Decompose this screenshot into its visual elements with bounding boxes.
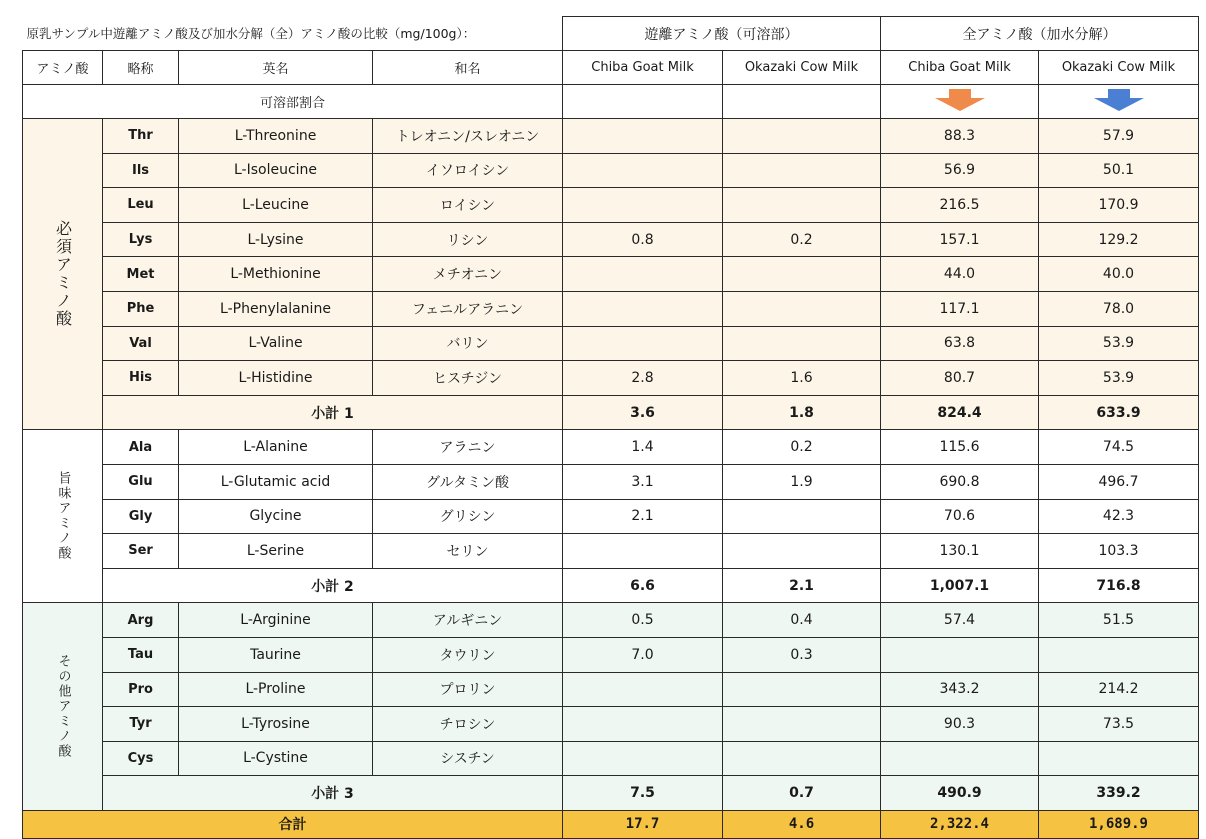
- abbr-cell: Ser: [103, 534, 179, 569]
- total-cow-value: 57.9: [1039, 119, 1199, 154]
- english-name-cell: Taurine: [179, 637, 373, 672]
- free-cow-value: [723, 291, 881, 326]
- col-total-cow: Okazaki Cow Milk: [1039, 51, 1199, 85]
- soluble-ratio-row: [23, 85, 1199, 119]
- total-goat-value: 56.9: [881, 153, 1039, 188]
- japanese-name-cell: プロリン: [373, 672, 563, 707]
- english-name-cell: Glycine: [179, 499, 373, 534]
- soluble-ratio-free-goat: [563, 85, 723, 119]
- table-row: [23, 672, 1199, 707]
- free-cow-value: 1.9: [723, 464, 881, 499]
- japanese-name-cell: トレオニン/スレオニン: [373, 119, 563, 154]
- japanese-name-cell: リシン: [373, 222, 563, 257]
- total-cow-value: 53.9: [1039, 361, 1199, 396]
- total-goat-value: 117.1: [881, 291, 1039, 326]
- abbr-cell: Tau: [103, 637, 179, 672]
- japanese-name-cell: アラニン: [373, 430, 563, 465]
- free-goat-value: [563, 707, 723, 742]
- table-title: 原乳サンプル中遊離アミノ酸及び加水分解（全）アミノ酸の比較（mg/100g）：: [23, 17, 563, 51]
- free-goat-value: 7.0: [563, 637, 723, 672]
- subtotal-free-goat: 3.6: [563, 395, 723, 430]
- english-name-cell: L-Leucine: [179, 188, 373, 223]
- free-cow-value: 0.2: [723, 430, 881, 465]
- free-goat-value: [563, 153, 723, 188]
- subtotal-free-goat: 7.5: [563, 776, 723, 811]
- table-row: [23, 637, 1199, 672]
- grand-total-free-goat: 17.7: [563, 810, 723, 838]
- grand-total-row: [23, 810, 1199, 838]
- total-goat-value: 44.0: [881, 257, 1039, 292]
- subtotal-label: 小計 1: [103, 395, 563, 430]
- free-cow-value: [723, 153, 881, 188]
- grand-total-total-cow: 1,689.9: [1039, 810, 1199, 838]
- group-label-text: 旨味アミノ酸: [55, 471, 71, 562]
- soluble-ratio-label: 可溶部割合: [23, 85, 563, 119]
- total-goat-value: 157.1: [881, 222, 1039, 257]
- total-goat-value: 70.6: [881, 499, 1039, 534]
- total-goat-value: 690.8: [881, 464, 1039, 499]
- col-free-goat: Chiba Goat Milk: [563, 51, 723, 85]
- table-row: [23, 153, 1199, 188]
- free-goat-value: [563, 188, 723, 223]
- col-japanese: 和名: [373, 51, 563, 85]
- free-cow-value: [723, 499, 881, 534]
- english-name-cell: L-Cystine: [179, 741, 373, 776]
- abbr-cell: Leu: [103, 188, 179, 223]
- free-cow-value: [723, 119, 881, 154]
- total-cow-value: 50.1: [1039, 153, 1199, 188]
- table-row: [23, 430, 1199, 465]
- free-goat-value: [563, 257, 723, 292]
- total-cow-value: 496.7: [1039, 464, 1199, 499]
- col-english: 英名: [179, 51, 373, 85]
- english-name-cell: L-Alanine: [179, 430, 373, 465]
- total-cow-value: 214.2: [1039, 672, 1199, 707]
- subtotal-free-cow: 0.7: [723, 776, 881, 811]
- free-goat-value: [563, 119, 723, 154]
- free-cow-value: 0.4: [723, 603, 881, 638]
- total-cow-value: 73.5: [1039, 707, 1199, 742]
- total-goat-value: 88.3: [881, 119, 1039, 154]
- total-cow-value: 42.3: [1039, 499, 1199, 534]
- abbr-cell: Gly: [103, 499, 179, 534]
- total-amino-header: 全アミノ酸（加水分解）: [881, 17, 1199, 51]
- japanese-name-cell: ロイシン: [373, 188, 563, 223]
- total-cow-value: 51.5: [1039, 603, 1199, 638]
- subtotal-total-cow: 339.2: [1039, 776, 1199, 811]
- table-row: [23, 188, 1199, 223]
- abbr-cell: Thr: [103, 119, 179, 154]
- subtotal-row: [23, 568, 1199, 603]
- japanese-name-cell: メチオニン: [373, 257, 563, 292]
- col-abbr: 略称: [103, 51, 179, 85]
- total-cow-value: [1039, 637, 1199, 672]
- free-cow-value: 0.2: [723, 222, 881, 257]
- total-goat-value: 343.2: [881, 672, 1039, 707]
- total-cow-value: 74.5: [1039, 430, 1199, 465]
- group-label: [23, 119, 103, 430]
- japanese-name-cell: チロシン: [373, 707, 563, 742]
- subtotal-total-cow: 633.9: [1039, 395, 1199, 430]
- group-label: [23, 430, 103, 603]
- japanese-name-cell: ヒスチジン: [373, 361, 563, 396]
- grand-total-label: 合計: [23, 810, 563, 838]
- subtotal-row: [23, 776, 1199, 811]
- total-goat-value: 216.5: [881, 188, 1039, 223]
- free-goat-value: 0.5: [563, 603, 723, 638]
- abbr-cell: Cys: [103, 741, 179, 776]
- table-row: [23, 291, 1199, 326]
- abbr-cell: His: [103, 361, 179, 396]
- free-goat-value: [563, 672, 723, 707]
- english-name-cell: L-Lysine: [179, 222, 373, 257]
- total-cow-value: 53.9: [1039, 326, 1199, 361]
- abbr-cell: Tyr: [103, 707, 179, 742]
- subtotal-label: 小計 2: [103, 568, 563, 603]
- table-row: [23, 741, 1199, 776]
- total-cow-value: 78.0: [1039, 291, 1199, 326]
- title-row: [23, 17, 1199, 51]
- group-label-text: 必須アミノ酸: [53, 220, 73, 329]
- free-goat-value: 0.8: [563, 222, 723, 257]
- abbr-cell: Ils: [103, 153, 179, 188]
- total-goat-value: 80.7: [881, 361, 1039, 396]
- english-name-cell: L-Arginine: [179, 603, 373, 638]
- total-goat-value: [881, 741, 1039, 776]
- subtotal-free-goat: 6.6: [563, 568, 723, 603]
- abbr-cell: Glu: [103, 464, 179, 499]
- japanese-name-cell: タウリン: [373, 637, 563, 672]
- grand-total-total-goat: 2,322.4: [881, 810, 1039, 838]
- free-cow-value: [723, 672, 881, 707]
- total-cow-value: [1039, 741, 1199, 776]
- total-cow-value: 103.3: [1039, 534, 1199, 569]
- table-row: [23, 603, 1199, 638]
- down-arrow-icon: [1094, 89, 1144, 111]
- free-goat-value: [563, 291, 723, 326]
- group-label-text: その他アミノ酸: [55, 654, 71, 760]
- abbr-cell: Phe: [103, 291, 179, 326]
- japanese-name-cell: グルタミン酸: [373, 464, 563, 499]
- abbr-cell: Met: [103, 257, 179, 292]
- table-row: [23, 361, 1199, 396]
- english-name-cell: L-Proline: [179, 672, 373, 707]
- total-cow-value: 40.0: [1039, 257, 1199, 292]
- free-goat-value: [563, 326, 723, 361]
- abbr-cell: Val: [103, 326, 179, 361]
- abbr-cell: Pro: [103, 672, 179, 707]
- subtotal-total-cow: 716.8: [1039, 568, 1199, 603]
- english-name-cell: L-Histidine: [179, 361, 373, 396]
- subtotal-total-goat: 1,007.1: [881, 568, 1039, 603]
- english-name-cell: L-Tyrosine: [179, 707, 373, 742]
- cow-arrow-cell: [1039, 85, 1199, 119]
- total-goat-value: 90.3: [881, 707, 1039, 742]
- column-header-row: [23, 51, 1199, 85]
- english-name-cell: L-Serine: [179, 534, 373, 569]
- free-cow-value: [723, 188, 881, 223]
- subtotal-free-cow: 1.8: [723, 395, 881, 430]
- table-row: [23, 707, 1199, 742]
- free-cow-value: [723, 534, 881, 569]
- free-goat-value: [563, 741, 723, 776]
- free-cow-value: [723, 257, 881, 292]
- col-free-cow: Okazaki Cow Milk: [723, 51, 881, 85]
- free-goat-value: 2.8: [563, 361, 723, 396]
- total-goat-value: 57.4: [881, 603, 1039, 638]
- free-goat-value: 1.4: [563, 430, 723, 465]
- free-goat-value: 2.1: [563, 499, 723, 534]
- col-amino: アミノ酸: [23, 51, 103, 85]
- japanese-name-cell: セリン: [373, 534, 563, 569]
- subtotal-label: 小計 3: [103, 776, 563, 811]
- japanese-name-cell: イソロイシン: [373, 153, 563, 188]
- subtotal-free-cow: 2.1: [723, 568, 881, 603]
- total-goat-value: 63.8: [881, 326, 1039, 361]
- free-cow-value: [723, 326, 881, 361]
- english-name-cell: L-Threonine: [179, 119, 373, 154]
- group-label: [23, 603, 103, 811]
- total-goat-value: 115.6: [881, 430, 1039, 465]
- free-amino-header: 遊離アミノ酸（可溶部）: [563, 17, 881, 51]
- subtotal-total-goat: 824.4: [881, 395, 1039, 430]
- total-goat-value: 130.1: [881, 534, 1039, 569]
- table-row: [23, 119, 1199, 154]
- abbr-cell: Arg: [103, 603, 179, 638]
- amino-acid-table: [22, 16, 1199, 839]
- col-total-goat: Chiba Goat Milk: [881, 51, 1039, 85]
- soluble-ratio-free-cow: [723, 85, 881, 119]
- subtotal-row: [23, 395, 1199, 430]
- japanese-name-cell: シスチン: [373, 741, 563, 776]
- english-name-cell: L-Phenylalanine: [179, 291, 373, 326]
- abbr-cell: Ala: [103, 430, 179, 465]
- table-row: [23, 222, 1199, 257]
- abbr-cell: Lys: [103, 222, 179, 257]
- total-cow-value: 129.2: [1039, 222, 1199, 257]
- free-cow-value: [723, 707, 881, 742]
- free-goat-value: 3.1: [563, 464, 723, 499]
- free-cow-value: 0.3: [723, 637, 881, 672]
- table-row: [23, 499, 1199, 534]
- down-arrow-icon: [935, 89, 985, 111]
- total-goat-value: [881, 637, 1039, 672]
- free-cow-value: [723, 741, 881, 776]
- grand-total-free-cow: 4.6: [723, 810, 881, 838]
- goat-arrow-cell: [881, 85, 1039, 119]
- total-cow-value: 170.9: [1039, 188, 1199, 223]
- english-name-cell: L-Methionine: [179, 257, 373, 292]
- free-cow-value: 1.6: [723, 361, 881, 396]
- japanese-name-cell: バリン: [373, 326, 563, 361]
- japanese-name-cell: アルギニン: [373, 603, 563, 638]
- english-name-cell: L-Isoleucine: [179, 153, 373, 188]
- english-name-cell: L-Valine: [179, 326, 373, 361]
- table-row: [23, 534, 1199, 569]
- free-goat-value: [563, 534, 723, 569]
- table-row: [23, 326, 1199, 361]
- table-row: [23, 257, 1199, 292]
- subtotal-total-goat: 490.9: [881, 776, 1039, 811]
- japanese-name-cell: グリシン: [373, 499, 563, 534]
- japanese-name-cell: フェニルアラニン: [373, 291, 563, 326]
- table-row: [23, 464, 1199, 499]
- english-name-cell: L-Glutamic acid: [179, 464, 373, 499]
